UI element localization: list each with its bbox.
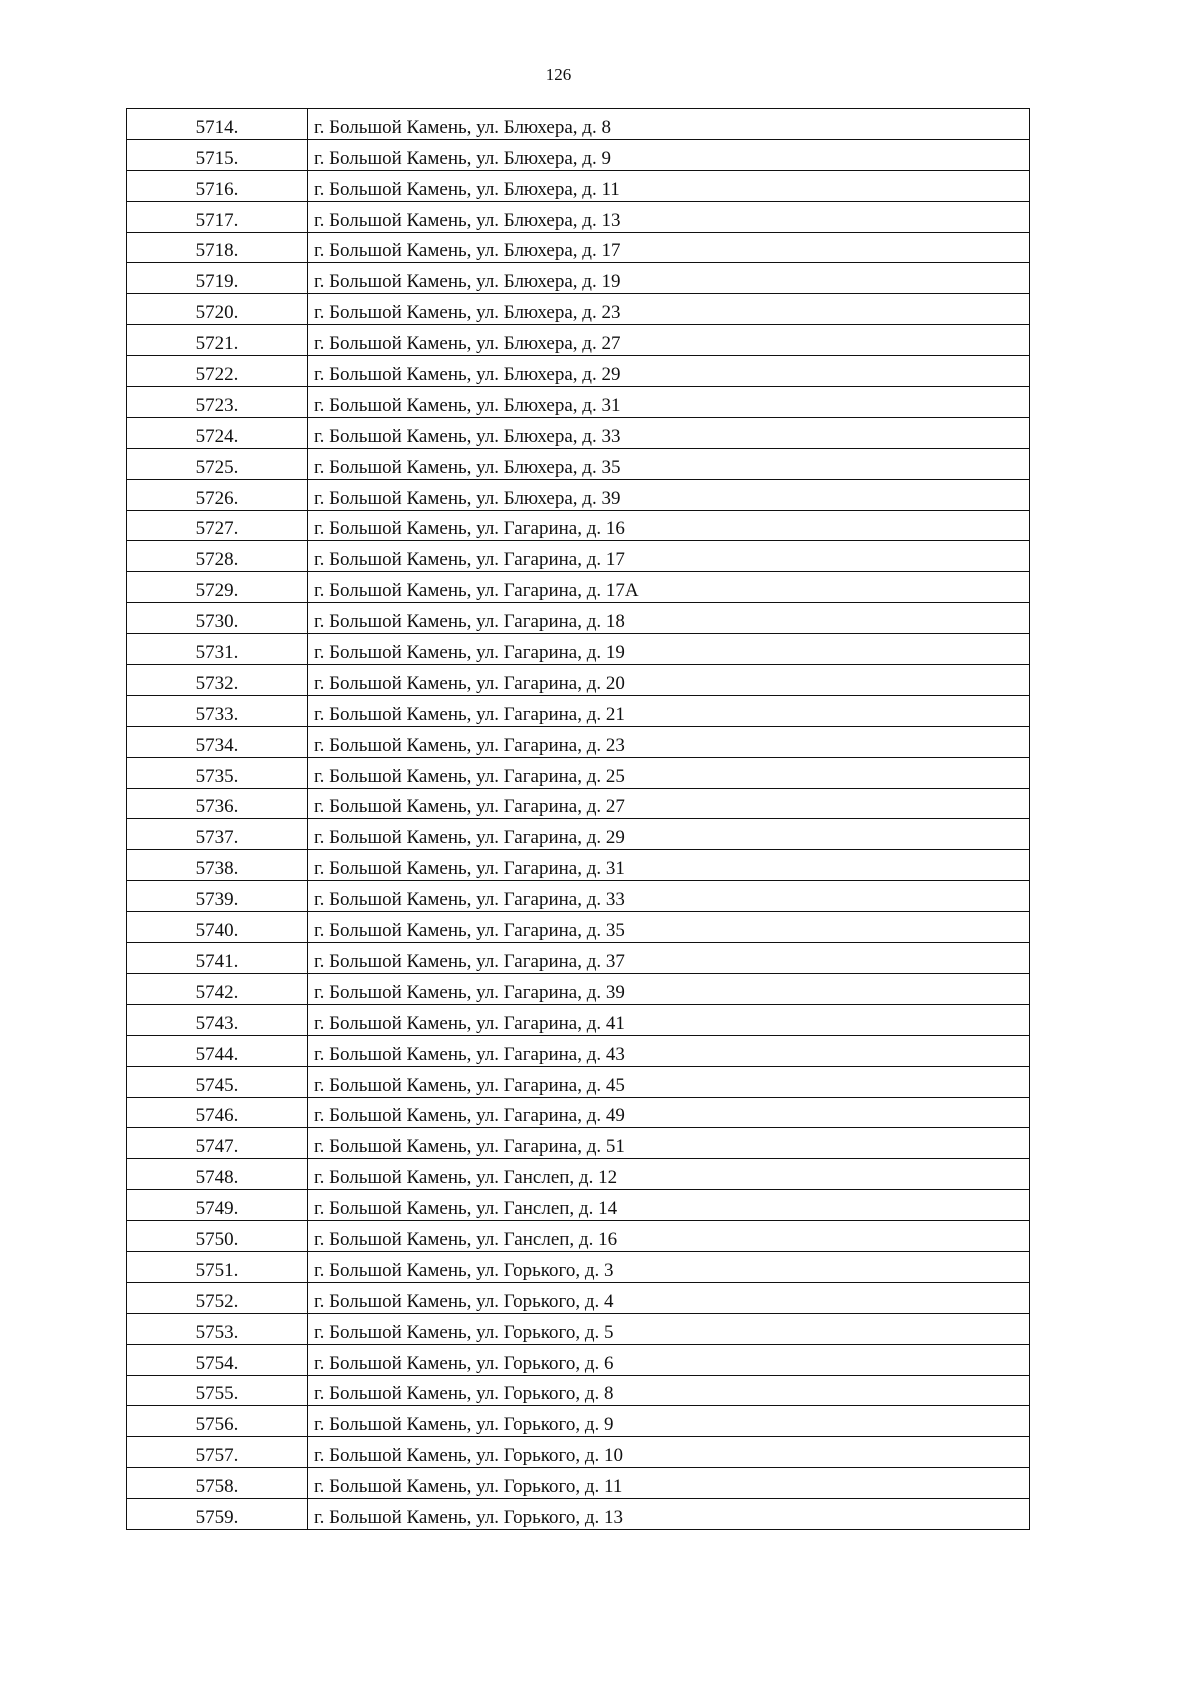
row-number-cell: 5718. (127, 232, 308, 263)
address-cell: г. Большой Камень, ул. Ганслеп, д. 12 (308, 1159, 1030, 1190)
address-cell: г. Большой Камень, ул. Блюхера, д. 23 (308, 294, 1030, 325)
row-number-cell: 5731. (127, 634, 308, 665)
row-number-cell: 5752. (127, 1282, 308, 1313)
row-number-cell: 5722. (127, 356, 308, 387)
address-cell: г. Большой Камень, ул. Гагарина, д. 39 (308, 973, 1030, 1004)
table-row (127, 1437, 1030, 1468)
row-number-cell: 5730. (127, 603, 308, 634)
row-number-cell: 5740. (127, 912, 308, 943)
row-number-cell: 5743. (127, 1004, 308, 1035)
table-row (127, 232, 1030, 263)
table-row (127, 1066, 1030, 1097)
row-number-cell: 5729. (127, 572, 308, 603)
row-number-cell: 5746. (127, 1097, 308, 1128)
table-row (127, 1004, 1030, 1035)
row-number-cell: 5751. (127, 1251, 308, 1282)
table-row (127, 973, 1030, 1004)
row-number-cell: 5734. (127, 726, 308, 757)
table-row (127, 572, 1030, 603)
address-table-body (127, 109, 1030, 1530)
address-cell: г. Большой Камень, ул. Гагарина, д. 21 (308, 695, 1030, 726)
address-cell: г. Большой Камень, ул. Гагарина, д. 20 (308, 665, 1030, 696)
address-cell: г. Большой Камень, ул. Гагарина, д. 31 (308, 850, 1030, 881)
table-row (127, 387, 1030, 418)
address-cell: г. Большой Камень, ул. Гагарина, д. 19 (308, 634, 1030, 665)
row-number-cell: 5747. (127, 1128, 308, 1159)
address-cell: г. Большой Камень, ул. Блюхера, д. 13 (308, 201, 1030, 232)
row-number-cell: 5745. (127, 1066, 308, 1097)
table-row (127, 448, 1030, 479)
table-row (127, 1128, 1030, 1159)
table-row (127, 479, 1030, 510)
row-number-cell: 5742. (127, 973, 308, 1004)
address-cell: г. Большой Камень, ул. Гагарина, д. 25 (308, 757, 1030, 788)
table-row (127, 1344, 1030, 1375)
table-row (127, 294, 1030, 325)
address-cell: г. Большой Камень, ул. Горького, д. 3 (308, 1251, 1030, 1282)
table-row (127, 1035, 1030, 1066)
row-number-cell: 5717. (127, 201, 308, 232)
table-row (127, 603, 1030, 634)
table-row (127, 510, 1030, 541)
table-row (127, 695, 1030, 726)
row-number-cell: 5728. (127, 541, 308, 572)
row-number-cell: 5749. (127, 1190, 308, 1221)
row-number-cell: 5724. (127, 417, 308, 448)
address-cell: г. Большой Камень, ул. Горького, д. 13 (308, 1499, 1030, 1530)
table-row (127, 1221, 1030, 1252)
address-cell: г. Большой Камень, ул. Блюхера, д. 31 (308, 387, 1030, 418)
row-number-cell: 5753. (127, 1313, 308, 1344)
row-number-cell: 5754. (127, 1344, 308, 1375)
table-row (127, 665, 1030, 696)
row-number-cell: 5756. (127, 1406, 308, 1437)
table-row (127, 1097, 1030, 1128)
row-number-cell: 5732. (127, 665, 308, 696)
address-cell: г. Большой Камень, ул. Ганслеп, д. 14 (308, 1190, 1030, 1221)
address-cell: г. Большой Камень, ул. Гагарина, д. 35 (308, 912, 1030, 943)
row-number-cell: 5719. (127, 263, 308, 294)
table-row (127, 201, 1030, 232)
row-number-cell: 5758. (127, 1468, 308, 1499)
row-number-cell: 5714. (127, 109, 308, 140)
table-row (127, 170, 1030, 201)
address-cell: г. Большой Камень, ул. Блюхера, д. 11 (308, 170, 1030, 201)
row-number-cell: 5757. (127, 1437, 308, 1468)
table-row (127, 1499, 1030, 1530)
row-number-cell: 5741. (127, 943, 308, 974)
address-cell: г. Большой Камень, ул. Горького, д. 10 (308, 1437, 1030, 1468)
row-number-cell: 5744. (127, 1035, 308, 1066)
table-row (127, 634, 1030, 665)
address-cell: г. Большой Камень, ул. Горького, д. 6 (308, 1344, 1030, 1375)
table-row (127, 139, 1030, 170)
address-cell: г. Большой Камень, ул. Блюхера, д. 27 (308, 325, 1030, 356)
table-row (127, 541, 1030, 572)
page-number: 126 (545, 65, 572, 84)
table-row (127, 356, 1030, 387)
table-row (127, 1282, 1030, 1313)
address-cell: г. Большой Камень, ул. Гагарина, д. 51 (308, 1128, 1030, 1159)
table-row (127, 325, 1030, 356)
row-number-cell: 5733. (127, 695, 308, 726)
row-number-cell: 5738. (127, 850, 308, 881)
table-row (127, 819, 1030, 850)
address-cell: г. Большой Камень, ул. Гагарина, д. 33 (308, 881, 1030, 912)
address-cell: г. Большой Камень, ул. Гагарина, д. 16 (308, 510, 1030, 541)
address-cell: г. Большой Камень, ул. Горького, д. 9 (308, 1406, 1030, 1437)
address-cell: г. Большой Камень, ул. Гагарина, д. 37 (308, 943, 1030, 974)
table-row (127, 726, 1030, 757)
row-number-cell: 5721. (127, 325, 308, 356)
table-row (127, 1190, 1030, 1221)
address-cell: г. Большой Камень, ул. Гагарина, д. 27 (308, 788, 1030, 819)
address-cell: г. Большой Камень, ул. Горького, д. 4 (308, 1282, 1030, 1313)
table-row (127, 788, 1030, 819)
table-row (127, 1406, 1030, 1437)
row-number-cell: 5720. (127, 294, 308, 325)
row-number-cell: 5726. (127, 479, 308, 510)
row-number-cell: 5715. (127, 139, 308, 170)
table-row (127, 912, 1030, 943)
address-cell: г. Большой Камень, ул. Ганслеп, д. 16 (308, 1221, 1030, 1252)
table-row (127, 109, 1030, 140)
address-cell: г. Большой Камень, ул. Блюхера, д. 8 (308, 109, 1030, 140)
row-number-cell: 5736. (127, 788, 308, 819)
address-cell: г. Большой Камень, ул. Горького, д. 8 (308, 1375, 1030, 1406)
table-row (127, 850, 1030, 881)
row-number-cell: 5739. (127, 881, 308, 912)
row-number-cell: 5750. (127, 1221, 308, 1252)
address-cell: г. Большой Камень, ул. Гагарина, д. 43 (308, 1035, 1030, 1066)
address-table (126, 108, 1030, 1530)
address-cell: г. Большой Камень, ул. Гагарина, д. 18 (308, 603, 1030, 634)
address-cell: г. Большой Камень, ул. Блюхера, д. 29 (308, 356, 1030, 387)
row-number-cell: 5748. (127, 1159, 308, 1190)
table-row (127, 263, 1030, 294)
row-number-cell: 5735. (127, 757, 308, 788)
address-cell: г. Большой Камень, ул. Гагарина, д. 41 (308, 1004, 1030, 1035)
address-cell: г. Большой Камень, ул. Гагарина, д. 45 (308, 1066, 1030, 1097)
address-cell: г. Большой Камень, ул. Блюхера, д. 9 (308, 139, 1030, 170)
address-cell: г. Большой Камень, ул. Блюхера, д. 17 (308, 232, 1030, 263)
row-number-cell: 5725. (127, 448, 308, 479)
address-cell: г. Большой Камень, ул. Гагарина, д. 29 (308, 819, 1030, 850)
address-cell: г. Большой Камень, ул. Гагарина, д. 17 (308, 541, 1030, 572)
address-cell: г. Большой Камень, ул. Гагарина, д. 17А (308, 572, 1030, 603)
address-cell: г. Большой Камень, ул. Блюхера, д. 39 (308, 479, 1030, 510)
row-number-cell: 5716. (127, 170, 308, 201)
address-cell: г. Большой Камень, ул. Блюхера, д. 19 (308, 263, 1030, 294)
row-number-cell: 5759. (127, 1499, 308, 1530)
table-row (127, 1375, 1030, 1406)
table-row (127, 881, 1030, 912)
address-cell: г. Большой Камень, ул. Блюхера, д. 33 (308, 417, 1030, 448)
row-number-cell: 5727. (127, 510, 308, 541)
table-row (127, 1251, 1030, 1282)
address-cell: г. Большой Камень, ул. Гагарина, д. 23 (308, 726, 1030, 757)
row-number-cell: 5723. (127, 387, 308, 418)
table-row (127, 1468, 1030, 1499)
table-row (127, 757, 1030, 788)
table-row (127, 1159, 1030, 1190)
table-row (127, 1313, 1030, 1344)
table-row (127, 417, 1030, 448)
address-cell: г. Большой Камень, ул. Горького, д. 11 (308, 1468, 1030, 1499)
row-number-cell: 5755. (127, 1375, 308, 1406)
address-cell: г. Большой Камень, ул. Горького, д. 5 (308, 1313, 1030, 1344)
address-cell: г. Большой Камень, ул. Гагарина, д. 49 (308, 1097, 1030, 1128)
row-number-cell: 5737. (127, 819, 308, 850)
address-cell: г. Большой Камень, ул. Блюхера, д. 35 (308, 448, 1030, 479)
table-row (127, 943, 1030, 974)
